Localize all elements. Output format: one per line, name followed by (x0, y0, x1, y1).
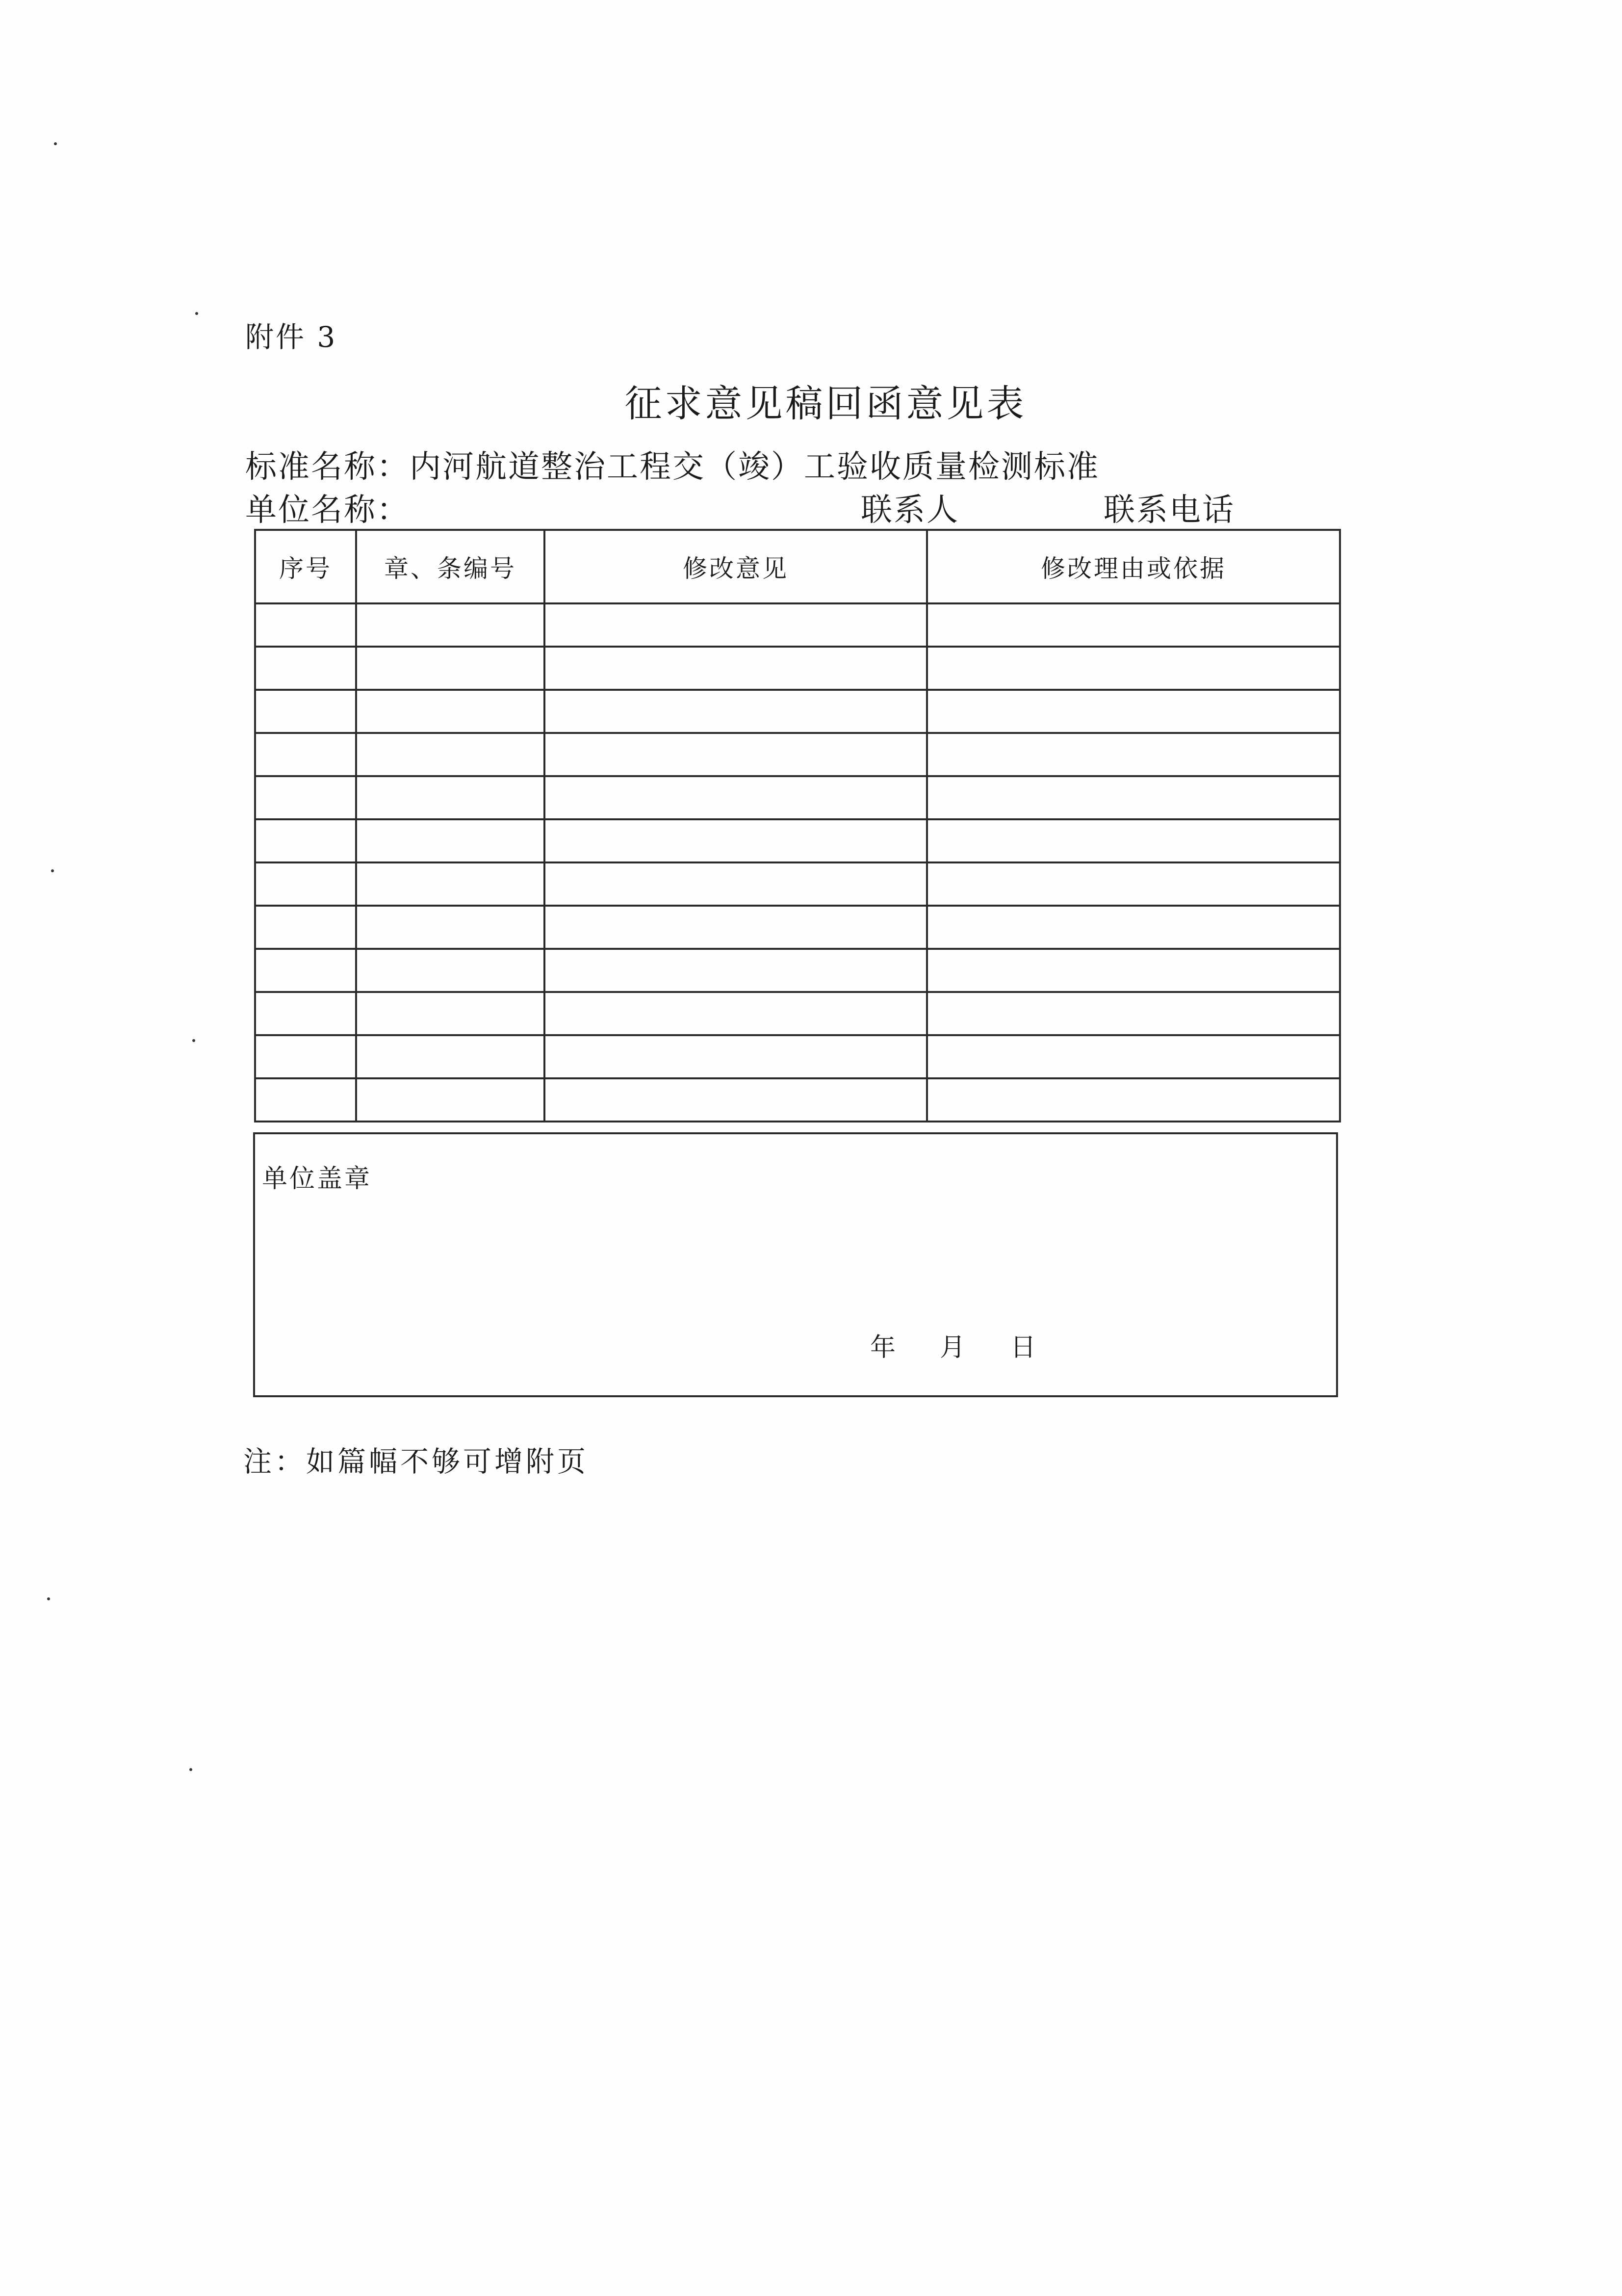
table-header-row (255, 530, 1340, 603)
table-row (255, 906, 1340, 949)
cell-clause[interactable] (356, 819, 544, 862)
cell-serial[interactable] (255, 603, 356, 647)
cell-clause[interactable] (356, 949, 544, 992)
standard-name-label: 标准名称： (245, 449, 410, 485)
cell-reason[interactable] (927, 776, 1340, 819)
table-row (255, 603, 1340, 647)
cell-clause[interactable] (356, 733, 544, 776)
cell-reason[interactable] (927, 992, 1340, 1035)
cell-clause[interactable] (356, 1078, 544, 1122)
cell-opinion[interactable] (544, 1035, 927, 1078)
cell-clause[interactable] (356, 776, 544, 819)
table-row (255, 1035, 1340, 1078)
unit-name-line (245, 485, 410, 530)
cell-clause[interactable] (356, 992, 544, 1035)
table-row (255, 690, 1340, 733)
cell-reason[interactable] (927, 949, 1340, 992)
cell-reason[interactable] (927, 733, 1340, 776)
cell-reason[interactable] (927, 1035, 1340, 1078)
cell-opinion[interactable] (544, 906, 927, 949)
standard-name-line (245, 442, 1100, 487)
cell-reason[interactable] (927, 603, 1340, 647)
cell-serial[interactable] (255, 1035, 356, 1078)
table-row (255, 647, 1340, 690)
page-title: 征求意见稿回函意见表 (624, 382, 1027, 425)
column-header-clause: 章、条编号 (356, 530, 544, 603)
cell-opinion[interactable] (544, 1078, 927, 1122)
attachment-label: 附件 3 (245, 320, 337, 354)
cell-reason[interactable] (927, 862, 1340, 906)
cell-opinion[interactable] (544, 603, 927, 647)
cell-serial[interactable] (255, 906, 356, 949)
contact-phone-label: 联系电话 (1104, 492, 1235, 528)
cell-serial[interactable] (255, 949, 356, 992)
table-body (255, 603, 1340, 1122)
cell-serial[interactable] (255, 992, 356, 1035)
cell-opinion[interactable] (544, 949, 927, 992)
cell-clause[interactable] (356, 862, 544, 906)
table-row (255, 862, 1340, 906)
seal-section (253, 1132, 1338, 1397)
date-day-label: 日 (1010, 1333, 1036, 1362)
footnote: 注：如篇幅不够可增附页 (243, 1445, 589, 1478)
cell-opinion[interactable] (544, 690, 927, 733)
table-row (255, 819, 1340, 862)
cell-serial[interactable] (255, 647, 356, 690)
cell-opinion[interactable] (544, 647, 927, 690)
cell-clause[interactable] (356, 647, 544, 690)
scan-speck (47, 1597, 50, 1600)
cell-reason[interactable] (927, 819, 1340, 862)
cell-clause[interactable] (356, 906, 544, 949)
feedback-table (254, 529, 1341, 1122)
scan-speck (189, 1768, 192, 1771)
column-header-reason: 修改理由或依据 (927, 530, 1340, 603)
scan-speck (51, 869, 54, 872)
cell-clause[interactable] (356, 1035, 544, 1078)
table-row (255, 733, 1340, 776)
cell-opinion[interactable] (544, 862, 927, 906)
table-row (255, 1078, 1340, 1122)
cell-reason[interactable] (927, 647, 1340, 690)
cell-clause[interactable] (356, 690, 544, 733)
cell-serial[interactable] (255, 776, 356, 819)
cell-serial[interactable] (255, 1078, 356, 1122)
cell-reason[interactable] (927, 906, 1340, 949)
standard-name-value: 内河航道整治工程交（竣）工验收质量检测标准 (410, 449, 1100, 485)
date-year-label: 年 (870, 1333, 896, 1362)
table-row (255, 776, 1340, 819)
cell-opinion[interactable] (544, 819, 927, 862)
scan-speck (54, 142, 57, 145)
cell-reason[interactable] (927, 1078, 1340, 1122)
table-row (255, 992, 1340, 1035)
cell-clause[interactable] (356, 603, 544, 647)
cell-reason[interactable] (927, 690, 1340, 733)
scan-speck (192, 1039, 195, 1042)
contact-person-label: 联系人 (861, 492, 959, 528)
cell-serial[interactable] (255, 862, 356, 906)
cell-serial[interactable] (255, 819, 356, 862)
table-row (255, 949, 1340, 992)
cell-opinion[interactable] (544, 776, 927, 819)
date-month-label: 月 (940, 1333, 966, 1362)
cell-opinion[interactable] (544, 733, 927, 776)
cell-opinion[interactable] (544, 992, 927, 1035)
scan-speck (195, 312, 198, 315)
column-header-opinion: 修改意见 (544, 530, 927, 603)
unit-name-label: 单位名称： (245, 492, 410, 528)
column-header-serial: 序号 (255, 530, 356, 603)
seal-label: 单位盖章 (262, 1164, 372, 1194)
cell-serial[interactable] (255, 733, 356, 776)
cell-serial[interactable] (255, 690, 356, 733)
